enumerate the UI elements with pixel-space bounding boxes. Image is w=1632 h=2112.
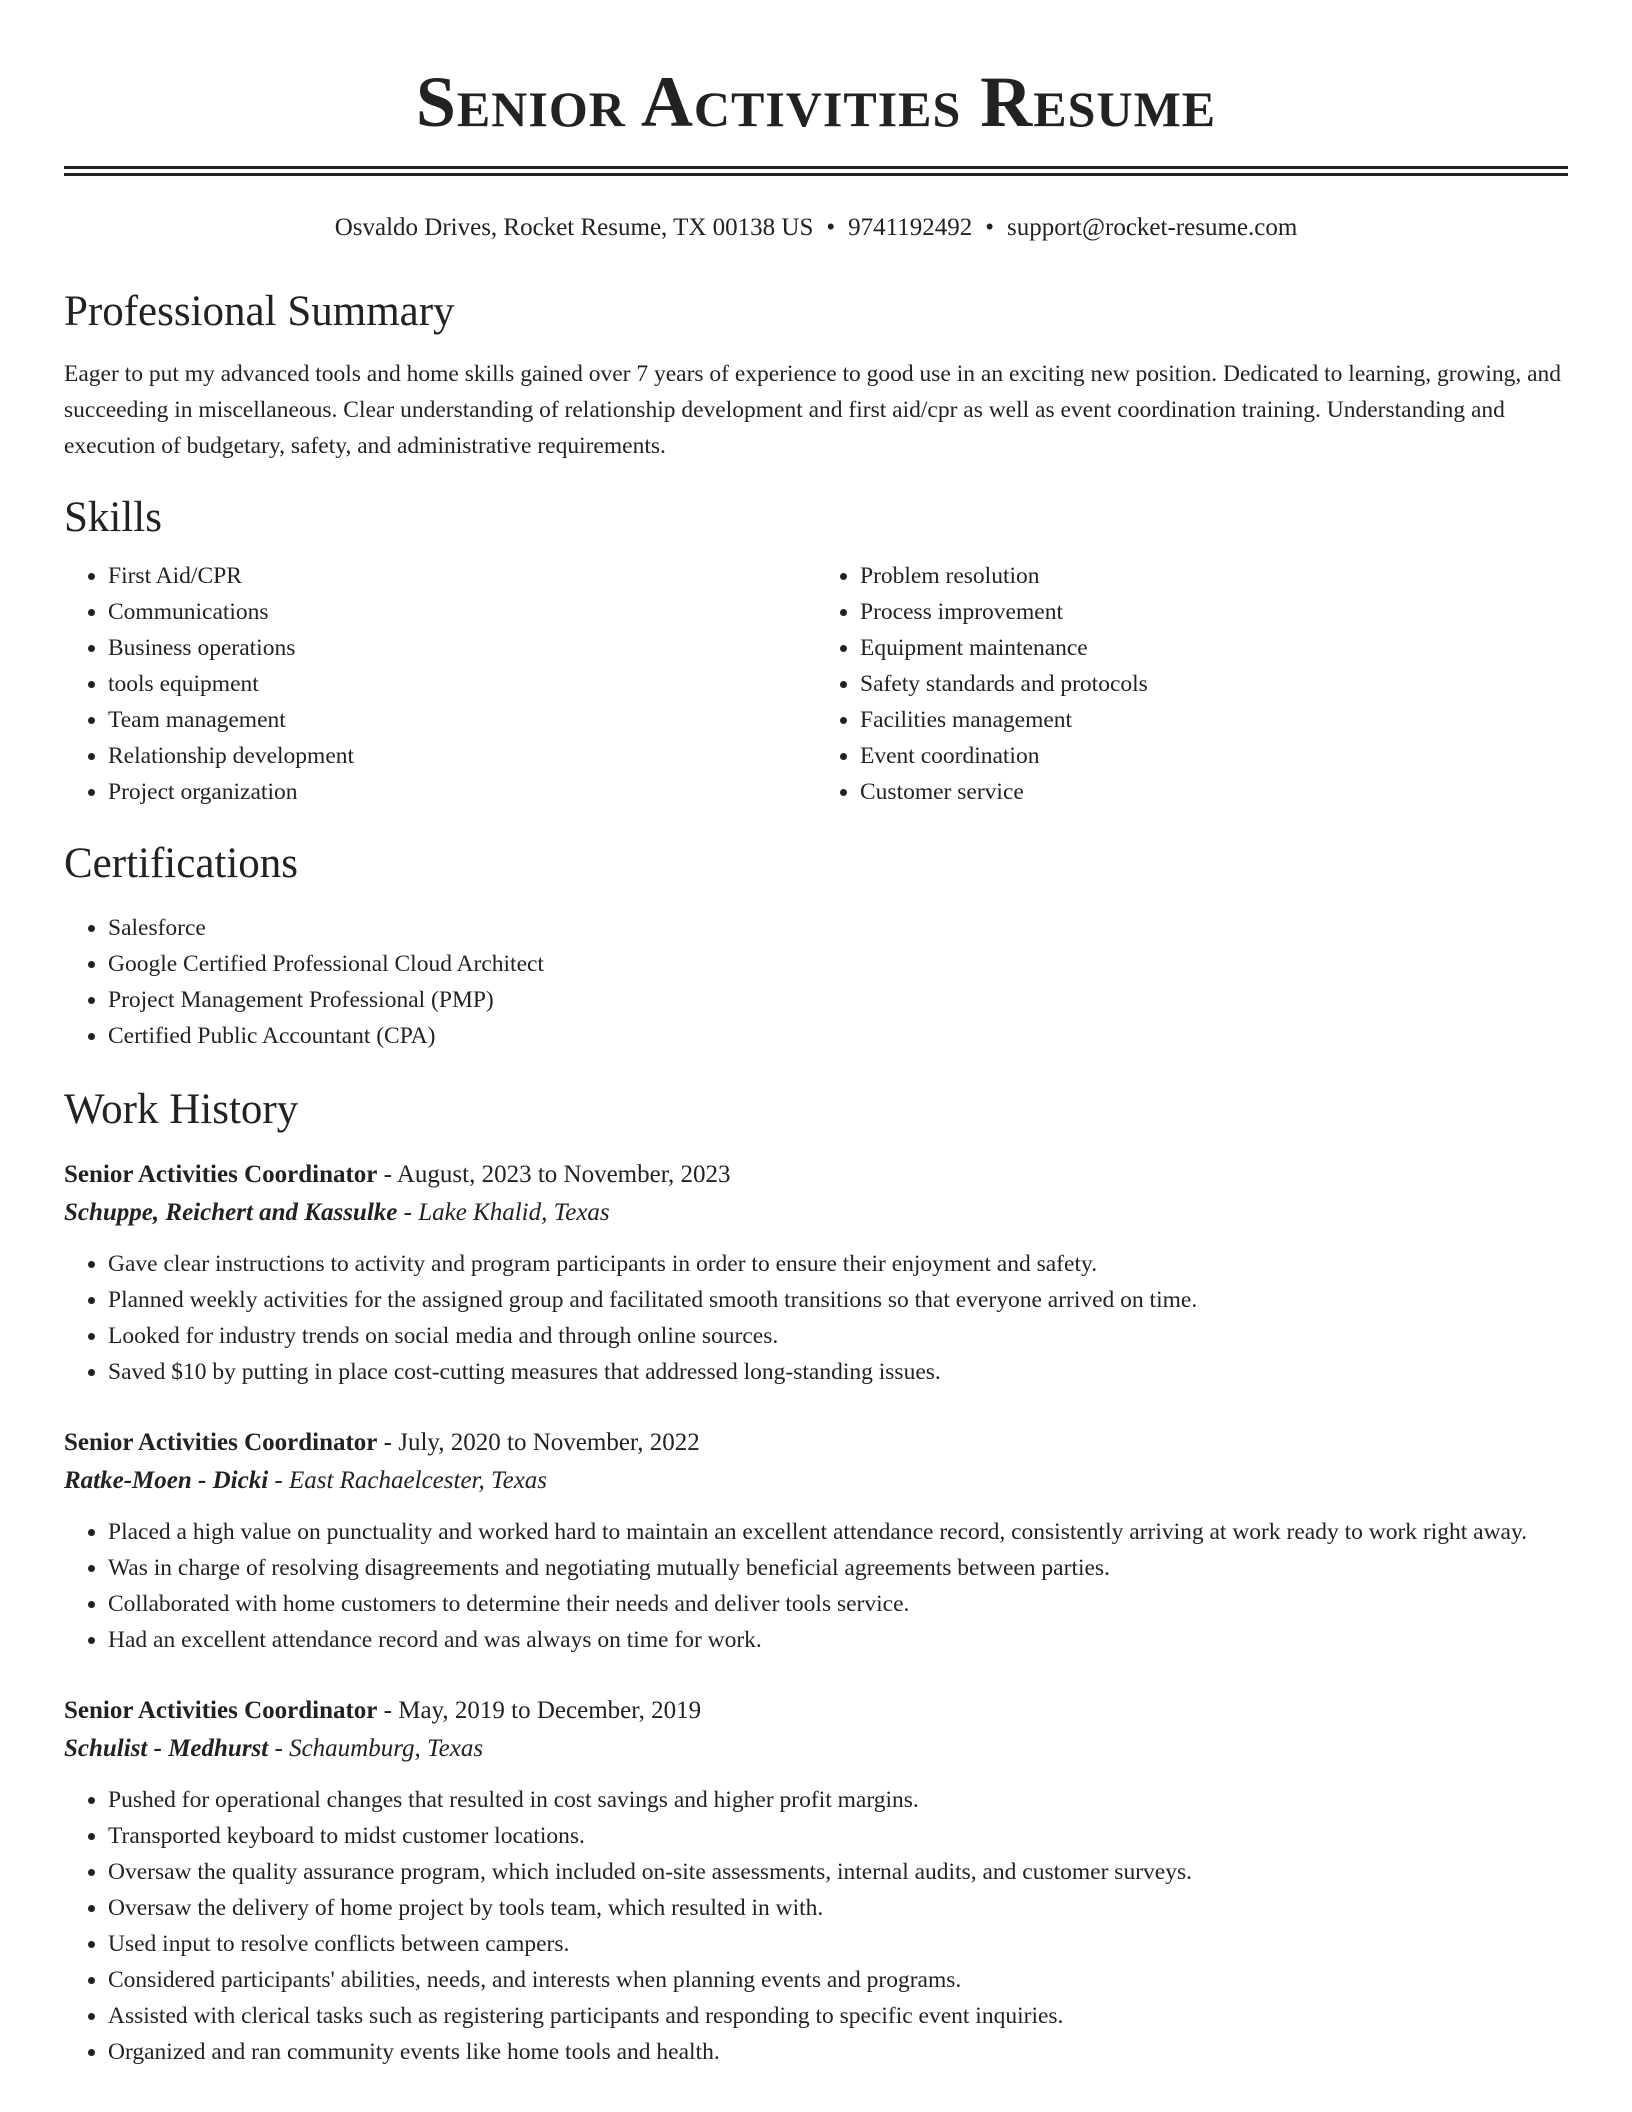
company-name: Schuppe, Reichert and Kassulke <box>64 1199 398 1226</box>
skill-item: • Team management <box>108 702 816 738</box>
company-location: - Schaumburg, Texas <box>268 1735 484 1762</box>
job-title-line <box>64 1156 1568 1194</box>
job-entry <box>64 1424 1568 1658</box>
job-duty: • Used input to resolve conflicts between campers. <box>108 1926 1568 1962</box>
skills-heading: Skills <box>64 494 162 541</box>
title-divider <box>64 166 1568 176</box>
job-dates: - May, 2019 to December, 2019 <box>377 1697 702 1724</box>
skill-item: • Communications <box>108 594 816 630</box>
skills-list-left <box>64 558 816 810</box>
work-history-heading: Work History <box>64 1086 299 1133</box>
work-history-section <box>64 1084 1568 2070</box>
certification-item: • Project Management Professional (PMP) <box>108 982 1568 1018</box>
contact-separator: • <box>985 214 994 241</box>
job-duty: • Had an excellent attendance record and was always on time for work. <box>108 1622 1568 1658</box>
job-duty: • Oversaw the delivery of home project by tools team, which resulted in with. <box>108 1890 1568 1926</box>
summary-section <box>64 286 1568 464</box>
skill-item: • tools equipment <box>108 666 816 702</box>
job-duty: • Transported keyboard to midst customer locations. <box>108 1818 1568 1854</box>
summary-heading: Professional Summary <box>64 288 455 335</box>
contact-line <box>64 212 1568 244</box>
company-line <box>64 1730 1568 1768</box>
company-line <box>64 1194 1568 1232</box>
skill-item: • Equipment maintenance <box>860 630 1568 666</box>
job-title: Senior Activities Coordinator <box>64 1697 378 1724</box>
job-title: Senior Activities Coordinator <box>64 1429 378 1456</box>
certification-item: • Certified Public Accountant (CPA) <box>108 1018 1568 1054</box>
job-duty: • Saved $10 by putting in place cost-cutting measures that addressed long-standing issues. <box>108 1354 1568 1390</box>
skills-section <box>64 492 1568 810</box>
skill-item: • Facilities management <box>860 702 1568 738</box>
skill-item: • First Aid/CPR <box>108 558 816 594</box>
job-title: Senior Activities Coordinator <box>64 1161 378 1188</box>
skill-item: • Project organization <box>108 774 816 810</box>
job-duty: • Was in charge of resolving disagreements and negotiating mutually beneficial agreements between parties. <box>108 1550 1568 1586</box>
skills-list-right <box>816 558 1568 810</box>
job-duty: • Considered participants' abilities, needs, and interests when planning events and programs. <box>108 1962 1568 1998</box>
job-duties-list <box>64 1782 1568 2070</box>
resume-page <box>64 0 1568 2070</box>
job-duty: • Pushed for operational changes that resulted in cost savings and higher profit margins. <box>108 1782 1568 1818</box>
job-duty: • Planned weekly activities for the assigned group and facilitated smooth transitions so that everyone arrived on time. <box>108 1282 1568 1318</box>
job-entry <box>64 1692 1568 2070</box>
job-title-line <box>64 1692 1568 1730</box>
job-duties-list <box>64 1514 1568 1658</box>
job-duty: • Assisted with clerical tasks such as registering participants and responding to specific event inquiries. <box>108 1998 1568 2034</box>
job-duty: • Gave clear instructions to activity and program participants in order to ensure their enjoyment and safety. <box>108 1246 1568 1282</box>
skill-item: • Problem resolution <box>860 558 1568 594</box>
job-duty: • Placed a high value on punctuality and worked hard to maintain an excellent attendance record, consistently arriving at work ready to work right away. <box>108 1514 1568 1550</box>
resume-title: Senior Activities Resume <box>415 62 1217 142</box>
certification-item: • Google Certified Professional Cloud Architect <box>108 946 1568 982</box>
skill-item: • Relationship development <box>108 738 816 774</box>
job-dates: - July, 2020 to November, 2022 <box>377 1429 700 1456</box>
skill-item: • Process improvement <box>860 594 1568 630</box>
skills-columns <box>64 558 1568 810</box>
certifications-list <box>64 910 1568 1054</box>
certification-item: • Salesforce <box>108 910 1568 946</box>
job-dates: - August, 2023 to November, 2023 <box>377 1161 731 1188</box>
job-duty: • Organized and ran community events like home tools and health. <box>108 2034 1568 2070</box>
contact-phone: 9741192492 <box>848 214 973 241</box>
skill-item: • Event coordination <box>860 738 1568 774</box>
company-name: Schulist - Medhurst <box>64 1735 269 1762</box>
job-entry <box>64 1156 1568 1390</box>
company-name: Ratke-Moen - Dicki <box>64 1467 269 1494</box>
contact-address: Osvaldo Drives, Rocket Resume, TX 00138 US <box>334 214 814 241</box>
company-line <box>64 1462 1568 1500</box>
job-duty: • Oversaw the quality assurance program, which included on-site assessments, internal audits, and customer surveys. <box>108 1854 1568 1890</box>
contact-email: support@rocket-resume.com <box>1006 214 1298 241</box>
job-title-line <box>64 1424 1568 1462</box>
skill-item: • Business operations <box>108 630 816 666</box>
certifications-section <box>64 838 1568 1054</box>
contact-separator: • <box>826 214 836 241</box>
job-duty: • Looked for industry trends on social media and through online sources. <box>108 1318 1568 1354</box>
summary-text: Eager to put my advanced tools and home skills gained over 7 years of experience to good use in an exciting new position. Dedicated to learning, growing, and succeeding in miscellaneous. Clear understanding of relationship development and first aid/cpr as well as event coordination training. Understanding and execution of budgetary, safety, and administrative requirements. <box>64 361 1562 459</box>
skill-item: • Safety standards and protocols <box>860 666 1568 702</box>
job-duties-list <box>64 1246 1568 1390</box>
company-location: - Lake Khalid, Texas <box>397 1199 610 1226</box>
certifications-heading: Certifications <box>64 840 299 887</box>
job-duty: • Collaborated with home customers to determine their needs and deliver tools service. <box>108 1586 1568 1622</box>
skill-item: • Customer service <box>860 774 1568 810</box>
company-location: - East Rachaelcester, Texas <box>268 1467 548 1494</box>
